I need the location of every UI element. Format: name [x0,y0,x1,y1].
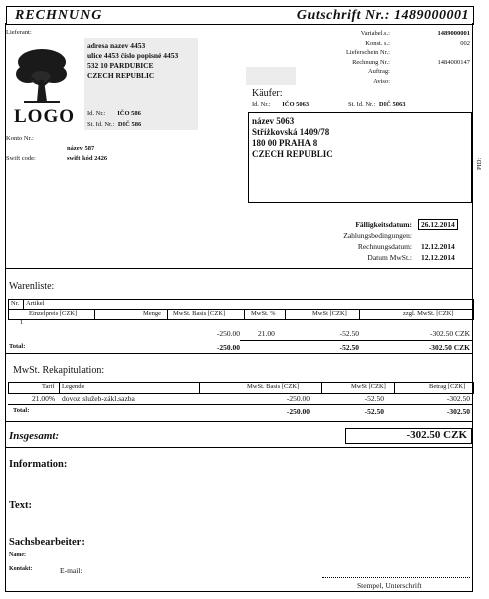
buyer-line: CZECH REPUBLIC [252,149,333,159]
meta-value [390,48,470,58]
page-border-bottom [5,591,473,592]
col-total: zzgl. MwSt. [CZK] [403,309,454,317]
recap-base: -250.00 [286,394,310,403]
col-sep [199,383,200,393]
meta-row [300,29,470,39]
recap-amount: -302.50 [446,394,470,403]
page-border-left [5,23,6,591]
recap-line [8,404,472,405]
recap-legend: dovoz služeb-zákl.sazba [62,394,135,403]
col-sep [394,383,395,393]
invoice-date-label: Rechnungsdatum: [357,242,412,251]
buyer-label: Käufer: [252,88,283,99]
supplier-line: 532 10 PARDUBICE [87,61,154,70]
recap-col-amount: Betrag [CZK] [429,383,466,390]
meta-row [300,77,470,87]
buyer-line: 180 00 PRAHA 8 [252,138,318,148]
invoice-number: Gutschrift Nr.: 1489000001 [296,8,469,23]
email-label: E-mail: [60,566,83,575]
invoice-date-value: 12.12.2014 [421,242,455,251]
buyer-id-label: Id. Nr.: [252,101,271,108]
due-date-value: 26.12.2014 [418,219,458,230]
vat-recap-title: MwSt. Rekapitulation: [13,365,105,376]
date-row [300,218,470,230]
items-total-label: Total: [9,343,26,350]
meta-label: Aviso: [373,77,390,85]
meta-row [300,39,470,49]
due-date-label: Fälligkeitsdatum: [355,219,412,229]
grand-total-label: Insgesamt: [9,430,60,442]
supplier-id [87,110,141,117]
supplier-tax-id [87,121,141,128]
date-row [300,241,470,252]
col-sep [321,383,322,393]
meta-row [300,67,470,77]
col-sep [285,310,286,319]
items-total-vat: -52.50 [339,343,359,352]
signature-line [322,577,470,578]
clerk-heading: Sachsbearbeiter: [9,537,85,548]
recap-col-vat: MwSt [CZK] [351,383,386,390]
recap-total-amount: -302.50 [446,407,470,416]
col-qty: Menge [143,309,162,317]
recap-vat: -52.50 [364,394,384,403]
meta-list [300,29,470,86]
col-sep [59,383,60,393]
supplier-line: adresa nazev 4453 [87,41,146,50]
col-vat: MwSt [CZK] [312,309,347,317]
date-row [300,230,470,241]
grand-total-value: -302.50 CZK [406,429,467,441]
name-label: Name: [9,552,26,558]
account-value: název 587 [67,145,95,152]
supplier-label: Lieferant: [6,29,32,36]
swift-value: swift kód 2426 [67,155,108,162]
recap-total-vat: -52.50 [364,407,384,416]
col-sep [167,310,168,319]
col-rate: MwSt. % [251,309,276,317]
invoice-header [6,6,474,25]
buyer-tax-id [348,101,405,108]
recap-total-base: -250.00 [286,407,310,416]
supplier-line: CZECH REPUBLIC [87,71,155,80]
meta-value [390,67,470,77]
item-nr: 1 [20,319,24,326]
meta-label: Konst. s.: [365,39,390,47]
meta-label: Auftrag: [367,68,390,75]
col-base: MwSt. Basis [CZK] [173,309,226,317]
account-label: Konto Nr.: [6,135,34,142]
supplier-id-label: Id. Nr.: [87,110,106,117]
recap-total-label: Total: [13,407,30,414]
buyer-line: Stříżkovská 1409/78 [252,127,330,137]
buyer-id-value: IČO 5063 [282,101,310,108]
buyer-id [252,101,309,108]
swift-label: Swift code: [6,155,36,162]
item-total: -302.50 CZK [430,329,470,338]
col-sep [359,310,360,319]
meta-value [390,77,470,87]
invoice-title: RECHNUNG [15,8,103,23]
meta-value: 002 [460,39,470,47]
buyer-address [252,116,333,160]
divider [6,447,472,448]
col-article: Artikel [26,300,45,307]
buyer-tax-label: St. Id. Nr.: [348,101,376,108]
supplier-line: ulice 4453 číslo popisné 4453 [87,51,179,60]
meta-row [300,58,470,68]
page-border-right [472,23,473,591]
information-heading: Information: [9,459,68,470]
signature-label: Stempel, Unterschrift [357,581,422,590]
grand-total-box [345,428,472,444]
divider [6,268,472,269]
items-total-amount: -302.50 CZK [428,343,470,352]
pid-label: PID: [476,157,483,170]
logo-text: LOGO [14,106,76,127]
recap-col-rate: Tarif [42,383,55,390]
item-vat: -52.50 [339,329,359,338]
text-heading: Text: [9,500,32,511]
item-rate: 21.00 [258,329,275,338]
recap-rate: 21.00% [32,394,56,403]
divider [6,421,472,422]
col-unit-price: Einzelpreis [CZK] [29,309,78,317]
contact-label: Kontakt: [9,566,33,572]
col-sep [94,310,95,319]
date-row [300,252,470,263]
col-sep [244,310,245,319]
supplier-address [87,41,178,81]
meta-label: Lieferschein Nr.: [345,49,390,56]
dates-list [300,218,470,263]
col-sep [23,300,24,309]
vat-date-value: 12.12.2014 [421,253,455,262]
gray-placeholder [246,67,296,85]
meta-label: Variabel.s.: [360,30,390,37]
recap-col-legend: Legende [62,383,85,390]
meta-value: 1484000147 [437,58,470,66]
supplier-tax-value: DIČ 586 [117,121,142,128]
items-header [8,299,474,320]
buyer-address-box [248,112,472,203]
supplier-id-value: IČO 586 [117,110,141,117]
buyer-line: název 5063 [252,116,295,126]
vat-date-label: Datum MwSt.: [367,253,412,262]
vat-recap-header [8,382,474,394]
payment-terms-label: Zahlungsbedingungen: [343,231,412,240]
items-title: Warenliste: [9,281,55,292]
meta-row [300,48,470,58]
subtotal-line [240,340,472,341]
tree-logo-icon [14,46,70,104]
meta-value: 1489000001 [437,30,470,37]
col-nr: Nr. [11,300,20,307]
divider [6,353,472,354]
buyer-tax-value: DIČ 5063 [378,101,406,108]
meta-label: Rechnung Nr.: [352,58,390,66]
item-base: -250.00 [216,329,240,338]
recap-col-base: MwSt. Basis [CZK] [247,383,300,390]
supplier-tax-label: St. Id. Nr.: [87,121,115,128]
items-total-base: -250.00 [216,343,240,352]
